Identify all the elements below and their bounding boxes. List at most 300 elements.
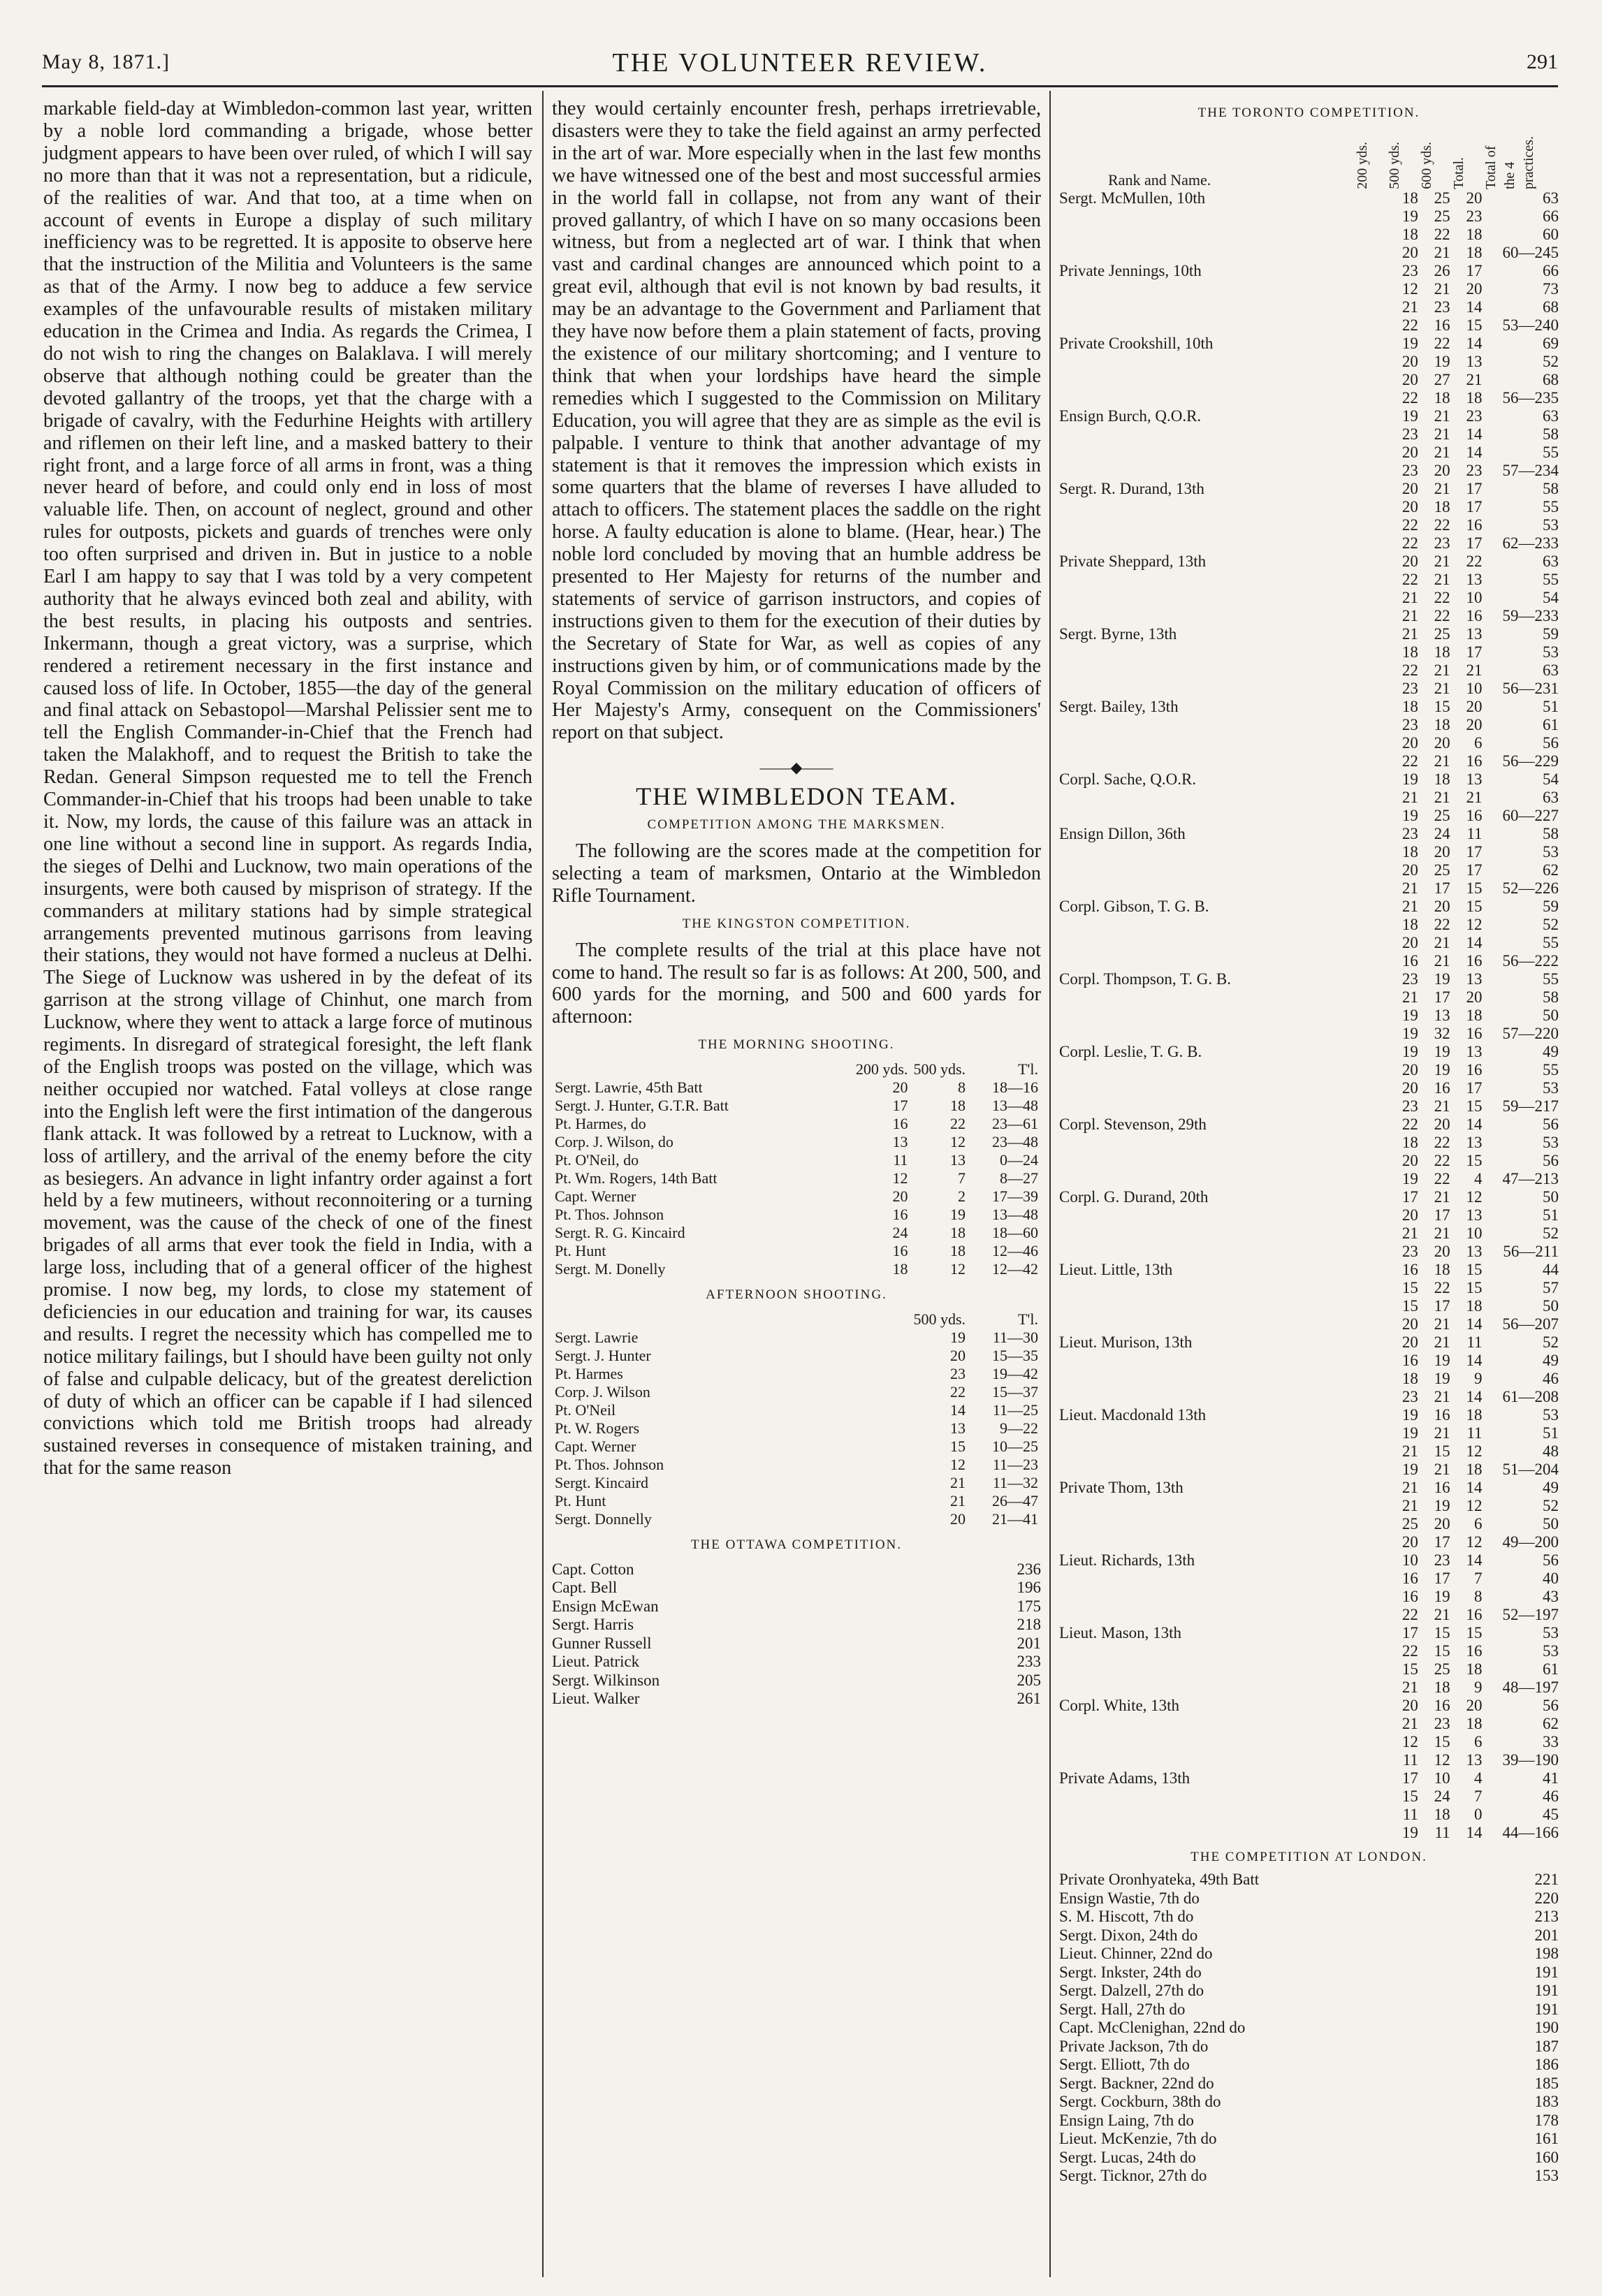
shooter-name: Pt. Thos. Johnson — [555, 1456, 664, 1474]
table-row — [1059, 770, 1559, 789]
score-cell: 57 — [1543, 1279, 1559, 1296]
score-cell: 21 — [1434, 444, 1450, 461]
table-row — [1059, 988, 1559, 1007]
score-cell: 12 — [892, 1169, 908, 1187]
score-cell: 20 — [1401, 1152, 1418, 1169]
ottawa-list — [552, 1560, 1041, 1709]
score-cell: 21 — [1434, 1606, 1450, 1623]
score-cell: 48 — [1543, 1442, 1559, 1460]
score-cell: 49—200 — [1502, 1533, 1559, 1551]
table-row — [1059, 1352, 1559, 1370]
score-cell: 18 — [1401, 843, 1418, 861]
score-cell: 20 — [1401, 498, 1418, 515]
list-item — [1059, 1982, 1559, 2001]
score-cell: 13 — [1466, 1243, 1483, 1260]
shooter-name: Pt. Harmes — [555, 1365, 623, 1383]
blank-name — [1059, 1606, 1386, 1624]
score-cell: 50 — [1543, 1297, 1559, 1315]
score-value: 153 — [1534, 2167, 1559, 2184]
score-cell: 18 — [1434, 770, 1450, 788]
score-cell: 21 — [1401, 298, 1418, 316]
score-cell: 13—48 — [992, 1206, 1038, 1224]
list-item — [1059, 2001, 1559, 2019]
col-header: Total. — [1451, 157, 1466, 189]
score-cell: 10 — [1466, 680, 1483, 697]
table-row — [1059, 789, 1559, 807]
score-cell: 16 — [1434, 1479, 1450, 1496]
score-cell: 19 — [1401, 770, 1418, 788]
list-item — [1059, 1945, 1559, 1964]
score-cell: 56—235 — [1502, 389, 1559, 407]
score-cell: 25 — [1434, 625, 1450, 643]
score-cell: 15 — [1466, 879, 1483, 897]
table-row — [1059, 1461, 1559, 1479]
score-cell: 17 — [892, 1097, 908, 1115]
score-cell: 19 — [1434, 970, 1450, 988]
blank-name — [1059, 571, 1386, 589]
score-cell: 55 — [1543, 1061, 1559, 1078]
shooter-name: Sergt. Kincaird — [555, 1474, 649, 1492]
score-cell: 25 — [1434, 807, 1450, 824]
table-row — [1059, 625, 1559, 643]
score-cell: 17 — [1434, 1570, 1450, 1587]
table-row — [552, 1474, 1041, 1492]
score-cell: 15 — [1401, 1297, 1418, 1315]
score-cell: 17 — [1466, 861, 1483, 879]
score-cell: 18 — [950, 1242, 966, 1260]
shooter-name: Lieut. McKenzie, 7th do — [1059, 2130, 1217, 2147]
score-cell: 20 — [1434, 734, 1450, 752]
score-cell: 73 — [1543, 280, 1559, 298]
score-cell: 11 — [1466, 1333, 1483, 1351]
blank-name — [1059, 589, 1386, 607]
list-item — [1059, 1871, 1559, 1889]
score-cell: 18 — [1466, 1406, 1483, 1424]
table-row — [552, 1115, 1041, 1133]
score-cell: 22 — [1401, 316, 1418, 334]
score-cell: 18 — [1434, 1806, 1450, 1823]
score-cell: 61—208 — [1502, 1388, 1559, 1405]
score-cell: 11—23 — [992, 1456, 1038, 1474]
shooter-name: Sergt. Lawrie — [555, 1329, 639, 1347]
table-row — [552, 1438, 1041, 1456]
score-cell: 21 — [1401, 1679, 1418, 1696]
score-cell: 13 — [1466, 625, 1483, 643]
shooter-name: Lieut. Murison, 13th — [1059, 1333, 1193, 1351]
score-cell: 62 — [1543, 861, 1559, 879]
score-cell: 16 — [1434, 1079, 1450, 1097]
score-cell: 23 — [1401, 680, 1418, 697]
list-item — [1059, 1889, 1559, 1908]
score-value: 218 — [1017, 1616, 1041, 1634]
score-cell: 52—226 — [1502, 879, 1559, 897]
score-cell: 40 — [1543, 1570, 1559, 1587]
score-cell: 21 — [1401, 879, 1418, 897]
score-cell: 17 — [1401, 1624, 1418, 1641]
score-cell: 21 — [1401, 1497, 1418, 1514]
score-cell: 15—37 — [992, 1383, 1038, 1401]
score-cell: 56 — [1543, 1551, 1559, 1569]
score-cell: 56—222 — [1502, 952, 1559, 970]
table-row — [1059, 316, 1559, 335]
blank-name — [1059, 353, 1386, 371]
score-cell: 57—234 — [1502, 462, 1559, 479]
score-cell: 13—48 — [992, 1097, 1038, 1115]
table-row — [552, 1492, 1041, 1510]
shooter-name: Sergt. Elliott, 7th do — [1059, 2056, 1190, 2073]
blank-name — [1059, 316, 1386, 335]
table-row — [1059, 807, 1559, 825]
blank-name — [1059, 716, 1386, 734]
score-cell: 20 — [1401, 244, 1418, 261]
score-cell: 33 — [1543, 1733, 1559, 1750]
score-cell: 6 — [1473, 1515, 1483, 1533]
score-cell: 10 — [1434, 1769, 1450, 1787]
score-cell: 21 — [1401, 1442, 1418, 1460]
score-cell: 21 — [1401, 898, 1418, 915]
toronto-table — [1059, 189, 1559, 1842]
score-cell: 16 — [1401, 1352, 1418, 1369]
score-cell: 23 — [1401, 262, 1418, 279]
score-cell: 12—46 — [992, 1242, 1038, 1260]
score-value: 233 — [1017, 1653, 1041, 1671]
list-item — [1059, 1964, 1559, 1982]
shooter-name: Pt. Hunt — [555, 1492, 606, 1510]
score-cell: 10—25 — [992, 1438, 1038, 1456]
score-cell: 17 — [1466, 498, 1483, 515]
table-row — [1059, 1606, 1559, 1624]
score-cell: 12 — [950, 1133, 966, 1151]
table-row — [1059, 1751, 1559, 1769]
score-cell: 53—240 — [1502, 316, 1559, 334]
table-row — [552, 1206, 1041, 1224]
table-row — [1059, 898, 1559, 916]
score-cell: 23 — [1401, 425, 1418, 443]
column-2 — [552, 98, 1041, 1709]
score-cell: 16 — [1466, 952, 1483, 970]
score-cell: 15 — [1466, 316, 1483, 334]
score-cell: 16 — [1401, 1570, 1418, 1587]
score-cell: 13 — [950, 1151, 966, 1169]
score-cell: 12 — [1401, 1733, 1418, 1750]
table-row — [1059, 1715, 1559, 1733]
london-list — [1059, 1871, 1559, 2186]
shooter-name: Sergt. Hall, 27th do — [1059, 2000, 1186, 2018]
col-header: 500 yds. — [913, 1310, 966, 1329]
score-cell: 16 — [1401, 1588, 1418, 1605]
table-row — [1059, 516, 1559, 534]
score-value: 220 — [1534, 1889, 1559, 1907]
score-cell: 20 — [1401, 1061, 1418, 1078]
table-row — [1059, 1697, 1559, 1715]
score-cell: 7 — [1473, 1570, 1483, 1587]
table-row — [1059, 734, 1559, 752]
score-cell: 22 — [1434, 1279, 1450, 1296]
score-cell: 16 — [1466, 1606, 1483, 1623]
score-cell: 59—217 — [1502, 1097, 1559, 1115]
blank-name — [1059, 734, 1386, 752]
table-row — [1059, 444, 1559, 462]
score-cell: 13 — [1466, 770, 1483, 788]
score-cell: 25 — [1434, 861, 1450, 879]
shooter-name: Lieut. Chinner, 22nd do — [1059, 1945, 1213, 1962]
score-cell: 22 — [1434, 1170, 1450, 1187]
score-cell: 22 — [1401, 516, 1418, 534]
score-cell: 23—61 — [992, 1115, 1038, 1133]
table-row — [1059, 462, 1559, 480]
table-row — [552, 1260, 1041, 1278]
score-cell: 53 — [1543, 1134, 1559, 1151]
score-cell: 56—207 — [1502, 1315, 1559, 1333]
score-cell: 51—204 — [1502, 1461, 1559, 1478]
score-cell: 6 — [1473, 734, 1483, 752]
score-cell: 17 — [1466, 262, 1483, 279]
score-cell: 14 — [1466, 1479, 1483, 1496]
shooter-name: Sergt. Donnelly — [555, 1510, 652, 1528]
score-cell: 16 — [1466, 752, 1483, 770]
score-cell: 23 — [1401, 1097, 1418, 1115]
score-cell: 47—213 — [1502, 1170, 1559, 1187]
blank-name — [1059, 244, 1386, 262]
score-cell: 21 — [950, 1492, 966, 1510]
blank-name — [1059, 934, 1386, 952]
score-cell: 20 — [950, 1347, 966, 1365]
score-cell: 19 — [1401, 1025, 1418, 1042]
section-title: THE WIMBLEDON TEAM. — [636, 782, 957, 811]
score-cell: 13 — [1434, 1007, 1450, 1024]
shooter-name: Sergt. Lawrie, 45th Batt — [555, 1078, 703, 1097]
shooter-name: Lieut. Little, 13th — [1059, 1261, 1173, 1278]
score-cell: 14 — [1466, 1388, 1483, 1405]
score-cell: 22 — [1401, 1606, 1418, 1623]
shooter-name: Corp. J. Wilson — [555, 1383, 650, 1401]
score-cell: 9 — [1473, 1679, 1483, 1696]
score-cell: 19 — [1401, 1007, 1418, 1024]
score-cell: 44—166 — [1502, 1824, 1559, 1841]
score-cell: 53 — [1543, 516, 1559, 534]
table-row — [1059, 207, 1559, 226]
table-row — [552, 1151, 1041, 1169]
blank-name — [1059, 1442, 1386, 1461]
score-cell: 18 — [1401, 226, 1418, 243]
blank-name — [1059, 207, 1386, 226]
blank-name — [1059, 1061, 1386, 1079]
score-cell: 18 — [1401, 189, 1418, 207]
shooter-name: S. M. Hiscott, 7th do — [1059, 1908, 1194, 1925]
score-value: 196 — [1017, 1579, 1041, 1597]
score-value: 236 — [1017, 1560, 1041, 1578]
score-cell: 18 — [1466, 1715, 1483, 1732]
score-cell: 21 — [1401, 988, 1418, 1006]
shooter-name: Sergt. Ticknor, 27th do — [1059, 2167, 1207, 2184]
table-row — [552, 1383, 1041, 1401]
shooter-name: Sergt. Backner, 22nd do — [1059, 2074, 1214, 2092]
blank-name — [1059, 498, 1386, 516]
table-row — [1059, 1406, 1559, 1424]
score-cell: 21 — [1434, 1097, 1450, 1115]
score-cell: 21 — [950, 1474, 966, 1492]
score-cell: 16 — [1401, 1261, 1418, 1278]
shooter-name: Sergt. Byrne, 13th — [1059, 625, 1177, 643]
score-cell: 8—27 — [1000, 1169, 1038, 1187]
score-value: 185 — [1534, 2074, 1559, 2092]
shooter-name: Ensign Laing, 7th do — [1059, 2111, 1194, 2129]
score-cell: 18 — [1434, 716, 1450, 733]
score-cell: 14 — [1466, 1116, 1483, 1133]
score-cell: 18—16 — [992, 1078, 1038, 1097]
score-cell: 22 — [1434, 1134, 1450, 1151]
blank-name — [1059, 1497, 1386, 1515]
score-cell: 14 — [1466, 1551, 1483, 1569]
score-cell: 22 — [1434, 516, 1450, 534]
table-row — [1059, 1570, 1559, 1588]
score-cell: 21 — [1401, 589, 1418, 606]
score-cell: 19 — [1434, 1370, 1450, 1387]
score-cell: 2 — [958, 1187, 966, 1206]
score-cell: 58 — [1543, 988, 1559, 1006]
score-cell: 53 — [1543, 643, 1559, 661]
shooter-name: Pt. W. Rogers — [555, 1419, 640, 1438]
list-item — [1059, 2093, 1559, 2112]
score-value: 191 — [1534, 1963, 1559, 1981]
blank-name — [1059, 1224, 1386, 1243]
score-cell: 52—197 — [1502, 1606, 1559, 1623]
score-cell: 53 — [1543, 1406, 1559, 1424]
score-cell: 21 — [1401, 625, 1418, 643]
shooter-name: Corpl. Gibson, T. G. B. — [1059, 898, 1209, 915]
score-cell: 25 — [1434, 207, 1450, 225]
list-item — [552, 1653, 1041, 1672]
score-cell: 23 — [1466, 462, 1483, 479]
score-cell: 19 — [1434, 1043, 1450, 1060]
score-cell: 21 — [1434, 280, 1450, 298]
list-item — [552, 1597, 1041, 1616]
score-value: 221 — [1534, 1871, 1559, 1888]
shooter-name: Corpl. Thompson, T. G. B. — [1059, 970, 1231, 988]
table-row — [1059, 498, 1559, 516]
morning-table — [552, 1060, 1041, 1278]
table-row — [1059, 1134, 1559, 1152]
score-cell: 22 — [1401, 1642, 1418, 1660]
shooter-name: Private Crookshill, 10th — [1059, 335, 1214, 352]
score-cell: 18 — [1466, 1660, 1483, 1678]
shooter-name: Corpl. Sache, Q.O.R. — [1059, 770, 1197, 788]
score-cell: 16 — [892, 1206, 908, 1224]
score-cell: 18 — [1401, 643, 1418, 661]
table-row — [1059, 1588, 1559, 1606]
blank-name — [1059, 1570, 1386, 1588]
table-row — [1059, 353, 1559, 371]
col-header: T'l. — [1017, 1060, 1038, 1078]
score-cell: 13 — [892, 1133, 908, 1151]
score-cell: 24 — [892, 1224, 908, 1242]
table-row — [552, 1078, 1041, 1097]
score-cell: 63 — [1543, 789, 1559, 806]
score-cell: 15 — [1466, 1279, 1483, 1296]
score-cell: 69 — [1543, 335, 1559, 352]
blank-name — [1059, 1515, 1386, 1533]
score-cell: 20 — [950, 1510, 966, 1528]
score-cell: 20 — [1434, 1243, 1450, 1260]
score-cell: 25 — [1434, 189, 1450, 207]
score-cell: 18 — [1434, 498, 1450, 515]
score-cell: 22 — [1401, 752, 1418, 770]
score-cell: 15 — [1401, 1787, 1418, 1805]
blank-name — [1059, 444, 1386, 462]
score-cell: 15 — [1401, 1660, 1418, 1678]
table-row — [1059, 1188, 1559, 1206]
score-cell: 18 — [1466, 226, 1483, 243]
table-row — [1059, 1170, 1559, 1188]
score-cell: 19 — [1401, 807, 1418, 824]
score-cell: 51 — [1543, 698, 1559, 715]
score-cell: 20 — [1401, 1697, 1418, 1714]
shooter-name: Sergt. Dixon, 24th do — [1059, 1926, 1198, 1944]
score-cell: 27 — [1434, 371, 1450, 388]
table-row — [1059, 1333, 1559, 1352]
score-cell: 8 — [1473, 1588, 1483, 1605]
score-value: 191 — [1534, 1982, 1559, 1999]
table-row — [552, 1133, 1041, 1151]
score-cell: 20 — [1466, 1697, 1483, 1714]
score-cell: 61 — [1543, 1660, 1559, 1678]
score-cell: 23 — [1434, 534, 1450, 552]
score-cell: 18 — [1401, 698, 1418, 715]
shooter-name: Ensign Dillon, 36th — [1059, 825, 1186, 842]
table-row — [1059, 1733, 1559, 1751]
score-cell: 15 — [1434, 698, 1450, 715]
shooter-name: Capt. Werner — [555, 1438, 636, 1456]
table-row — [1059, 1515, 1559, 1533]
score-cell: 24 — [1434, 825, 1450, 842]
score-cell: 16 — [1401, 952, 1418, 970]
score-cell: 16 — [1434, 1697, 1450, 1714]
list-item — [1059, 2149, 1559, 2167]
blank-name — [1059, 1079, 1386, 1097]
score-value: 186 — [1534, 2056, 1559, 2073]
table-row — [1059, 643, 1559, 661]
score-cell: 13 — [1466, 1134, 1483, 1151]
score-cell: 44 — [1543, 1261, 1559, 1278]
table-row — [1059, 1043, 1559, 1061]
score-cell: 23 — [1401, 1388, 1418, 1405]
table-row — [552, 1401, 1041, 1419]
score-cell: 20 — [1466, 716, 1483, 733]
score-cell: 18 — [1466, 389, 1483, 407]
score-cell: 17 — [1401, 1769, 1418, 1787]
shooter-name: Capt. Bell — [552, 1579, 618, 1597]
score-cell: 21 — [1434, 407, 1450, 425]
score-cell: 43 — [1543, 1588, 1559, 1605]
score-cell: 17 — [1401, 1188, 1418, 1206]
blank-name — [1059, 280, 1386, 298]
score-cell: 21 — [1434, 680, 1450, 697]
blank-name — [1059, 1533, 1386, 1551]
score-cell: 15 — [1434, 1642, 1450, 1660]
table-row — [1059, 1806, 1559, 1824]
table-row — [1059, 1424, 1559, 1442]
table-row — [1059, 1824, 1559, 1842]
table-row — [552, 1347, 1041, 1365]
intro-paragraph: The following are the scores made at the competition for selecting a team of marksmen, Ontario at the Wimbledon Rifle Tournament. — [552, 840, 1041, 907]
score-cell: 12—42 — [992, 1260, 1038, 1278]
section-separator: ——◆—— — [759, 759, 833, 777]
subheading: COMPETITION AMONG THE MARKSMEN. — [647, 817, 946, 833]
publication-title: THE VOLUNTEER REVIEW. — [612, 48, 988, 78]
blank-name — [1059, 843, 1386, 861]
score-cell: 0—24 — [1000, 1151, 1038, 1169]
score-cell: 11 — [1402, 1751, 1418, 1769]
